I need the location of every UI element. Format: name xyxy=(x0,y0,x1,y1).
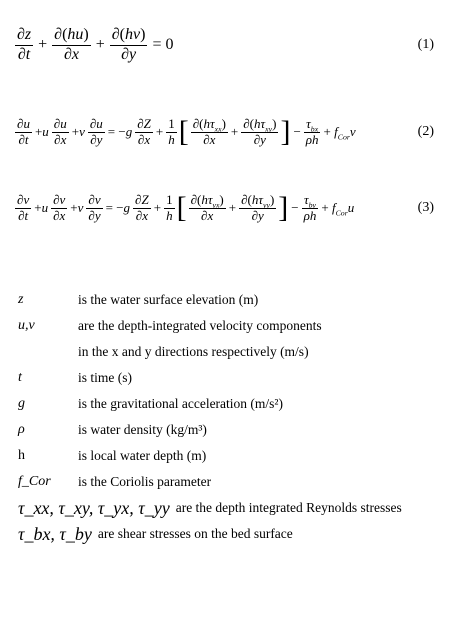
legend-text: is the water surface elevation (m) xyxy=(78,292,259,307)
legend-row-z xyxy=(18,287,438,313)
equation-1-body: $\frac{\partial z}{\partial t}$ + $\frac{\partial(hu)}{\partial x}$ + $\frac{\partial(hv)}{\partial y}$ = 0 xyxy=(17,26,174,63)
equation-x-momentum xyxy=(14,106,434,158)
legend-text: are shear stresses on the bed surface xyxy=(97,526,293,541)
legend-symbol: τ_bx, τ_by xyxy=(18,523,92,544)
equation-2-body: $\frac{\partial u}{\partial t}$ +u $\frac{\partial u}{\partial x}$ +v $\frac{\partial u}{\partial y}$ = −g $\frac{\partial Z}{\partial x}$ + $\frac{1}{h}$ [ $\frac{\partial(h\tau_{xx})}{\partial x}$ + $\frac{\partial(h\tau_{xy})}{\partial y}$ ] − $\frac{\tau_{bx}}{\rho h}$ + $f_{Cor}v$ xyxy=(17,115,356,148)
legend-text: is the gravitational acceleration (m/s²) xyxy=(78,396,283,411)
equation-y-momentum xyxy=(14,182,434,234)
symbol-legend xyxy=(18,287,438,547)
equation-1-number: (1) xyxy=(417,37,434,52)
legend-row-bed-shear xyxy=(18,521,438,547)
equation-2-number: (2) xyxy=(417,124,434,139)
legend-symbol: t xyxy=(18,370,22,385)
legend-text: in the x and y directions respectively (m/s) xyxy=(78,344,309,359)
legend-text: is local water depth (m) xyxy=(78,448,207,463)
equation-3-body: $\frac{\partial v}{\partial t}$ +u $\frac{\partial v}{\partial x}$ +v $\frac{\partial v}{\partial y}$ = −g $\frac{\partial Z}{\partial x}$ + $\frac{1}{h}$ [ $\frac{\partial(h\tau_{yx})}{\partial x}$ + $\frac{\partial(h\tau_{yy})}{\partial y}$ ] − $\frac{\tau_{by}}{\rho h}$ + $f_{Cor}u$ xyxy=(17,191,355,224)
legend-text: are the depth-integrated velocity components xyxy=(78,318,322,333)
legend-row-uv xyxy=(18,313,438,339)
legend-symbol: u,v xyxy=(18,318,35,333)
legend-symbol: z xyxy=(18,292,24,307)
legend-text: is time (s) xyxy=(78,370,132,385)
legend-row-uv-cont xyxy=(18,339,438,365)
legend-symbol: h xyxy=(18,448,25,463)
legend-text: are the depth integrated Reynolds stresses xyxy=(175,500,402,515)
equation-3-number: (3) xyxy=(417,200,434,215)
legend-symbol: f_Cor xyxy=(18,474,51,489)
legend-row-h xyxy=(18,443,438,469)
legend-symbol: g xyxy=(18,396,25,411)
equation-continuity xyxy=(14,20,434,70)
legend-row-reynolds xyxy=(18,495,438,521)
legend-row-t xyxy=(18,365,438,391)
legend-symbol: τ_xx, τ_xy, τ_yx, τ_yy xyxy=(18,497,170,518)
legend-row-rho xyxy=(18,417,438,443)
legend-row-g xyxy=(18,391,438,417)
legend-symbol: ρ xyxy=(18,422,25,437)
legend-text: is the Coriolis parameter xyxy=(78,474,212,489)
legend-row-fcor xyxy=(18,469,438,495)
legend-text: is water density (kg/m³) xyxy=(78,422,207,437)
